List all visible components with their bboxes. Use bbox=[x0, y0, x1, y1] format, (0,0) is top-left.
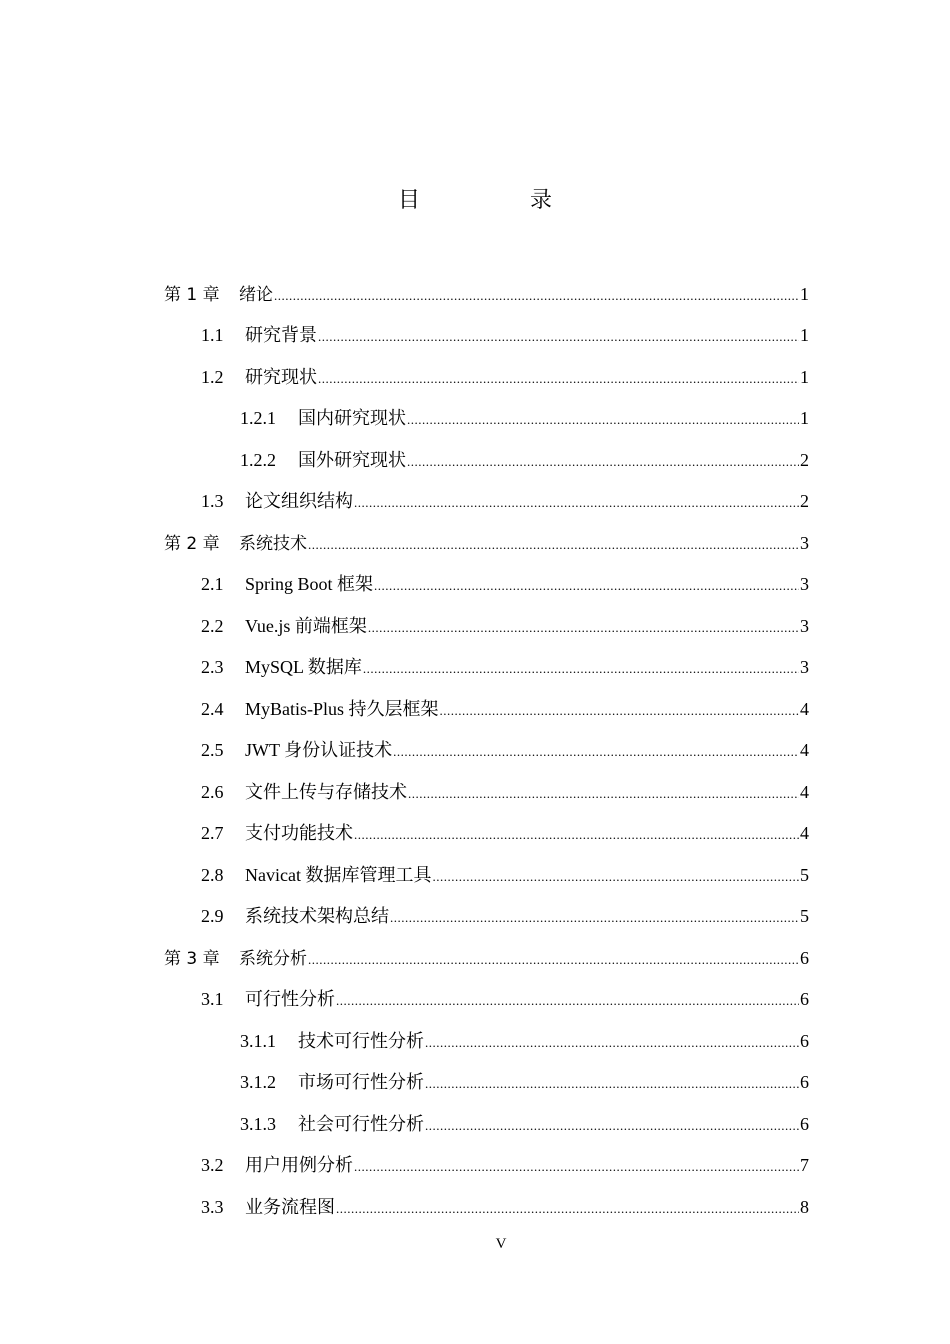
toc-entry[interactable] bbox=[0, 980, 950, 1022]
toc-entry[interactable] bbox=[0, 731, 950, 773]
toc-dot-leader bbox=[274, 285, 799, 307]
toc-entry-title: MySQL 数据库 bbox=[245, 657, 362, 678]
toc-dot-leader bbox=[318, 368, 799, 390]
toc-entry-row bbox=[201, 366, 950, 390]
toc-entry[interactable] bbox=[0, 938, 950, 980]
page-title: 目 录 bbox=[397, 188, 596, 213]
toc-entry-title: 绪论 bbox=[239, 284, 273, 305]
toc-entry-number: 1.1 bbox=[201, 325, 224, 346]
toc-entry-number: 1.2.1 bbox=[240, 408, 276, 429]
toc-entry-page: 7 bbox=[800, 1155, 809, 1176]
toc-entry-title: 论文组织结构 bbox=[245, 491, 353, 512]
toc-entry[interactable] bbox=[0, 316, 950, 358]
toc-entry-row bbox=[201, 822, 950, 846]
toc-dot-leader bbox=[336, 990, 799, 1012]
toc-dot-leader bbox=[432, 866, 799, 888]
toc-entry-page: 1 bbox=[800, 366, 809, 387]
toc-entry-page: 2 bbox=[800, 449, 809, 470]
toc-entry[interactable] bbox=[0, 814, 950, 856]
toc-entry[interactable] bbox=[0, 606, 950, 648]
toc-entry[interactable] bbox=[0, 523, 950, 565]
toc-entry-row bbox=[201, 615, 950, 639]
toc-entry-number: 3.2 bbox=[201, 1155, 224, 1176]
toc-entry[interactable] bbox=[0, 1104, 950, 1146]
toc-entry-title: JWT 身份认证技术 bbox=[245, 740, 393, 761]
toc-entry-page: 5 bbox=[800, 906, 809, 927]
toc-entry-number: 第 3 章 bbox=[164, 948, 220, 969]
toc-entry-row bbox=[201, 490, 950, 514]
toc-entry-page: 6 bbox=[800, 1030, 809, 1051]
toc-entry-row bbox=[201, 698, 950, 722]
toc-entry-title: MyBatis-Plus 持久层框架 bbox=[245, 698, 439, 719]
toc-entry[interactable] bbox=[0, 1021, 950, 1063]
toc-entry-row bbox=[201, 324, 950, 348]
toc-entry-number: 2.6 bbox=[201, 781, 224, 802]
toc-entry-number: 1.2.2 bbox=[240, 449, 276, 470]
toc-entry-row bbox=[164, 532, 950, 556]
toc-entry[interactable] bbox=[0, 274, 950, 316]
toc-entry-row bbox=[164, 947, 950, 971]
toc-dot-leader bbox=[354, 824, 799, 846]
toc-entry-number: 第 1 章 bbox=[164, 284, 220, 305]
toc-dot-leader bbox=[440, 700, 799, 722]
toc-dot-leader bbox=[308, 534, 799, 556]
toc-entry[interactable] bbox=[0, 357, 950, 399]
toc-entry-title: 可行性分析 bbox=[245, 989, 335, 1010]
toc-entry-title: Navicat 数据库管理工具 bbox=[245, 864, 432, 885]
toc-entry-row bbox=[201, 988, 950, 1012]
toc-entry-page: 1 bbox=[800, 283, 809, 304]
toc-entry-title: 国内研究现状 bbox=[298, 408, 406, 429]
toc-entry-row bbox=[201, 905, 950, 929]
toc-entry-page: 2 bbox=[800, 491, 809, 512]
toc-entry-page: 3 bbox=[800, 657, 809, 678]
toc-entry-row bbox=[240, 407, 950, 431]
toc-entry-page: 5 bbox=[800, 864, 809, 885]
toc-entry-number: 1.2 bbox=[201, 366, 224, 387]
toc-entry-row bbox=[201, 573, 950, 597]
toc-entry-number: 3.1.3 bbox=[240, 1113, 276, 1134]
toc-entry-title: 市场可行性分析 bbox=[298, 1072, 424, 1093]
toc-entry[interactable] bbox=[0, 1187, 950, 1229]
toc-entry-title: 系统分析 bbox=[239, 948, 307, 969]
toc-entry-page: 6 bbox=[800, 989, 809, 1010]
toc-entry-number: 2.2 bbox=[201, 615, 224, 636]
toc-entry-number: 2.3 bbox=[201, 657, 224, 678]
toc-dot-leader bbox=[368, 617, 799, 639]
toc-entry-page: 6 bbox=[800, 1113, 809, 1134]
toc-dot-leader bbox=[407, 451, 799, 473]
toc-entry-row bbox=[201, 1196, 950, 1220]
toc-dot-leader bbox=[407, 409, 799, 431]
toc-entry-number: 2.1 bbox=[201, 574, 224, 595]
toc-entry-number: 1.3 bbox=[201, 491, 224, 512]
toc-entry[interactable] bbox=[0, 440, 950, 482]
toc-entry-row bbox=[201, 739, 950, 763]
toc-entry[interactable] bbox=[0, 897, 950, 939]
toc-entry-number: 2.9 bbox=[201, 906, 224, 927]
toc-entry-number: 3.1 bbox=[201, 989, 224, 1010]
toc-dot-leader bbox=[408, 783, 799, 805]
toc-dot-leader bbox=[363, 658, 799, 680]
toc-entry-row bbox=[240, 1071, 950, 1095]
toc-dot-leader bbox=[374, 575, 799, 597]
toc-entry[interactable] bbox=[0, 565, 950, 607]
toc-entry-page: 6 bbox=[800, 947, 809, 968]
toc-entry-title: 研究背景 bbox=[245, 325, 317, 346]
toc-entry-number: 3.1.1 bbox=[240, 1030, 276, 1051]
toc-entry-page: 1 bbox=[800, 408, 809, 429]
toc-entry-page: 4 bbox=[800, 823, 809, 844]
toc-entry-title: 系统技术 bbox=[239, 533, 307, 554]
toc-entry-page: 4 bbox=[800, 698, 809, 719]
toc-entry-number: 2.7 bbox=[201, 823, 224, 844]
toc-dot-leader bbox=[354, 492, 799, 514]
toc-entry-number: 3.3 bbox=[201, 1196, 224, 1217]
toc-entry-title: 技术可行性分析 bbox=[298, 1030, 424, 1051]
toc-entry-page: 3 bbox=[800, 532, 809, 553]
toc-entry-page: 4 bbox=[800, 740, 809, 761]
toc-dot-leader bbox=[425, 1032, 799, 1054]
toc-entry-title: 国外研究现状 bbox=[298, 449, 406, 470]
toc-entry-page: 1 bbox=[800, 325, 809, 346]
toc-entry-row bbox=[240, 449, 950, 473]
toc-dot-leader bbox=[425, 1115, 799, 1137]
toc-entry[interactable] bbox=[0, 689, 950, 731]
toc-entry-title: Vue.js 前端框架 bbox=[245, 615, 367, 636]
toc-entry[interactable] bbox=[0, 1063, 950, 1105]
toc-entry-row bbox=[164, 283, 950, 307]
toc-entry-page: 6 bbox=[800, 1072, 809, 1093]
toc-entry-number: 2.4 bbox=[201, 698, 224, 719]
toc-entry[interactable] bbox=[0, 855, 950, 897]
toc-entry-number: 2.8 bbox=[201, 864, 224, 885]
toc-entry-number: 第 2 章 bbox=[164, 533, 220, 554]
toc-entry-page: 8 bbox=[800, 1196, 809, 1217]
toc-entry[interactable] bbox=[0, 399, 950, 441]
toc-entry-row bbox=[201, 656, 950, 680]
toc-entry-row bbox=[240, 1113, 950, 1137]
toc-entry-page: 3 bbox=[800, 615, 809, 636]
toc-entry[interactable] bbox=[0, 772, 950, 814]
toc-entry-number: 3.1.2 bbox=[240, 1072, 276, 1093]
toc-entry-page: 3 bbox=[800, 574, 809, 595]
toc-dot-leader bbox=[318, 326, 799, 348]
toc-entry-title: 业务流程图 bbox=[245, 1196, 335, 1217]
toc-entry-row bbox=[201, 864, 950, 888]
toc-entry-number: 2.5 bbox=[201, 740, 224, 761]
toc-entry-title: 支付功能技术 bbox=[245, 823, 353, 844]
toc-entry-title: 研究现状 bbox=[245, 366, 317, 387]
toc-entry-title: 社会可行性分析 bbox=[298, 1113, 424, 1134]
toc-entry-row bbox=[201, 781, 950, 805]
toc-dot-leader bbox=[390, 907, 799, 929]
toc-entry-row bbox=[201, 1154, 950, 1178]
toc-entry-title: 系统技术架构总结 bbox=[245, 906, 389, 927]
toc-entry[interactable] bbox=[0, 482, 950, 524]
toc-entry-page: 4 bbox=[800, 781, 809, 802]
toc-dot-leader bbox=[336, 1198, 799, 1220]
toc-entry-title: 用户用例分析 bbox=[245, 1155, 353, 1176]
toc-entry[interactable] bbox=[0, 648, 950, 690]
table-of-contents bbox=[0, 274, 950, 1229]
toc-dot-leader bbox=[354, 1156, 799, 1178]
footer-page-number: V bbox=[495, 1236, 507, 1252]
toc-entry-row bbox=[240, 1030, 950, 1054]
toc-dot-leader bbox=[308, 949, 799, 971]
toc-dot-leader bbox=[393, 741, 799, 763]
toc-entry-title: 文件上传与存储技术 bbox=[245, 781, 407, 802]
toc-dot-leader bbox=[425, 1073, 799, 1095]
toc-entry[interactable] bbox=[0, 1146, 950, 1188]
toc-entry-title: Spring Boot 框架 bbox=[245, 574, 374, 595]
